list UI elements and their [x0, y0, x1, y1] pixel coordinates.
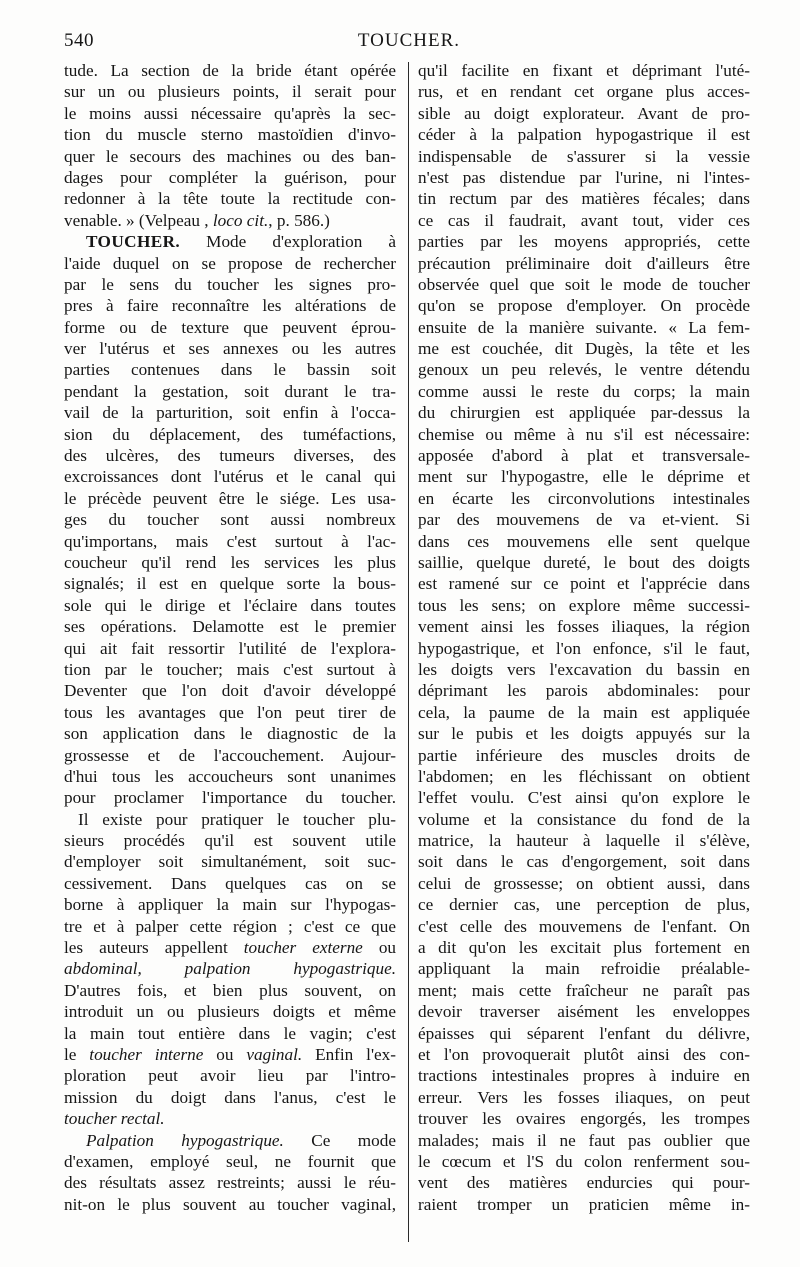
text-line: par le sens du toucher les signes pro- — [64, 274, 396, 294]
column-divider — [408, 62, 409, 1242]
text-line: grossesse et de l'accouchement. Aujour- — [64, 745, 396, 765]
italic-line — [64, 1108, 396, 1129]
text-line: signalés; il est en quelque sorte la bous- — [64, 574, 396, 594]
text-line: l'abdomen; en les fléchissant on obtient — [418, 766, 750, 786]
text-segment: Enfin l'ex- — [302, 1044, 396, 1064]
text-line: pres à faire reconnaître les altérations de — [64, 296, 396, 316]
text-line: rus, et en rendant cet organe plus acces- — [418, 82, 750, 102]
text-line: genoux un peu relevés, le ventre détendu — [418, 360, 750, 380]
term-toucher-interne: toucher interne — [89, 1044, 204, 1064]
subsection-heading-line — [64, 1130, 396, 1151]
citation-page: , p. 586.) — [268, 210, 330, 230]
text-line: trouver les ovaires engorgés, les trompes — [418, 1109, 750, 1129]
text-line: le cœcum et l'S du colon renferment sou- — [418, 1151, 750, 1171]
text-line: c'est celle des mouvemens de l'enfant. On — [418, 916, 750, 936]
text-line: ce dernier cas, une perception de plus, — [418, 895, 750, 915]
text-line: Il existe pour pratiquer le toucher plu- — [78, 809, 396, 829]
text-line: hypogastrique, et l'on enfonce, s'il le faut, — [418, 638, 750, 658]
text-line: la main tout entière dans le vagin; c'est — [64, 1023, 396, 1043]
text-line: en écarte les circonvolutions intestinales — [418, 488, 750, 508]
text-line: ver l'utérus et ses annexes ou les autres — [64, 339, 396, 359]
text-line: sur le pubis et les doigts appuyés sur la — [418, 724, 750, 744]
text-line: ment sur l'hypogastre, elle le déprime et — [418, 467, 750, 487]
text-line: matrice, la hauteur à laquelle il s'élève, — [418, 831, 750, 851]
term-toucher-externe: toucher externe — [243, 938, 363, 958]
text-line: l'effet voulu. C'est ainsi qu'on explore le — [418, 788, 750, 808]
text-line: quer le secours des machines ou des ban- — [64, 146, 396, 166]
text-line: observée quel que soit le mode de toucher — [418, 274, 750, 294]
italic-line — [64, 958, 396, 979]
text-line: comme aussi le reste du corps; la main — [418, 381, 750, 401]
text-line: ensuite de la manière suivante. « La fem- — [418, 317, 750, 337]
right-column — [418, 60, 750, 1215]
text-line: n'est pas distendue par l'urine, ni l'intes- — [418, 167, 750, 187]
text-line: sieurs procédés qu'il est souvent utile — [64, 831, 396, 851]
text-line: ce cas il faudrait, avant tout, vider ces — [418, 210, 750, 230]
text-line: chemise ou même à nu s'il est nécessaire: — [418, 424, 750, 444]
text-line: tin rectum par des matières fécales; dans — [418, 189, 750, 209]
text-line: céder à la palpation hypogastrique il est — [418, 125, 750, 145]
text-line: parties par les moyens appropriés, cette — [418, 232, 750, 252]
text-line: vail de la parturition, soit enfin à l'occa- — [64, 403, 396, 423]
text-line: coucheur qu'il rend les services les plus — [64, 552, 396, 572]
text-line: indispensable de s'assurer si la vessie — [418, 146, 750, 166]
text-line: saillie, quelque dureté, le bout des doigts — [418, 552, 750, 572]
text-line: nit-on le plus souvent au toucher vaginal, — [64, 1194, 396, 1214]
term-toucher-rectal: toucher rectal. — [64, 1109, 165, 1129]
text-line: tion du muscle sterno mastoïdien d'invo- — [64, 125, 396, 145]
text-line: qu'on se propose d'employer. On procède — [418, 296, 750, 316]
text-line: ment; mais cette fraîcheur ne paraît pas — [418, 980, 750, 1000]
entry-heading-line — [64, 231, 396, 252]
text-line: Deventer que l'on doit d'avoir développé — [64, 681, 396, 701]
subsection-title: Palpation hypogastrique. — [86, 1130, 284, 1150]
text-line: raient tromper un praticien même in- — [418, 1194, 750, 1214]
text-line: ges du toucher sont aussi nombreux — [64, 510, 396, 530]
text-line: a dit qu'on les excitait plus fortement en — [418, 938, 750, 958]
text-line: précaution préliminaire doit d'ailleurs être — [418, 253, 750, 273]
text-line: son application dans le diagnostic de la — [64, 724, 396, 744]
text-line: mission du doigt dans l'anus, c'est le — [64, 1087, 396, 1107]
text-line: volume et la consistance du fond de la — [418, 809, 750, 829]
text-line: des ulcères, des tumeurs diverses, des — [64, 446, 396, 466]
citation-line — [64, 210, 396, 231]
running-title: TOUCHER. — [357, 30, 461, 51]
mixed-line — [64, 1044, 396, 1065]
text-line: l'aide duquel on se propose de rechercher — [64, 253, 396, 273]
text-line: d'examen, employé seul, ne fournit que — [64, 1151, 396, 1171]
text-line: qu'il facilite en fixant et déprimant l'uté- — [418, 61, 750, 80]
text-line: déprimant les parois abdominales: pour — [418, 681, 750, 701]
text-line: parties contenues dans le bassin soit — [64, 360, 396, 380]
citation-text: venable. » (Velpeau , — [64, 210, 213, 230]
text-line: par des mouvemens de va et-vient. Si — [418, 510, 750, 530]
text-line: borne à appliquer la main sur l'hypogas- — [64, 895, 396, 915]
text-line: pour proclamer l'importance du toucher. — [64, 788, 396, 808]
text-line: sible au doigt explorateur. Avant de pro- — [418, 103, 750, 123]
text-line: appliquant la main refroidie préalable- — [418, 959, 750, 979]
text-line: tractions intestinales propres à induire en — [418, 1066, 750, 1086]
text-line: me est couchée, dit Dugès, la tête et les — [418, 339, 750, 359]
text-line: le précède peuvent être le siége. Les usa- — [64, 488, 396, 508]
text-line: qu'importans, mais c'est surtout à l'ac- — [64, 531, 396, 551]
left-column — [64, 60, 396, 1215]
text-line: redonner à la tête toute la rectitude con- — [64, 189, 396, 209]
text-line: forme ou de texture que peuvent éprou- — [64, 317, 396, 337]
text-line: tude. La section de la bride étant opérée — [64, 61, 396, 80]
text-line: épaisses qui séparent l'enfant du délivre, — [418, 1023, 750, 1043]
text-segment: les auteurs appellent — [64, 938, 244, 958]
mixed-line — [64, 937, 396, 958]
text-line: d'employer soit simultanément, soit suc- — [64, 852, 396, 872]
text-line: D'autres fois, et bien plus souvent, on — [64, 980, 396, 1000]
text-line: et l'on provoquerait plutôt ainsi des con- — [418, 1044, 750, 1064]
text-line: tion par le toucher; mais c'est surtout à — [64, 659, 396, 679]
text-line: cessivement. Dans quelques cas on se — [64, 873, 396, 893]
text-segment: le — [64, 1044, 90, 1064]
text-line: sole qui le dirige et l'éclaire dans toutes — [64, 595, 396, 615]
text-line: tous les avantages que l'on peut tirer de — [64, 702, 396, 722]
text-line: introduit un ou plusieurs doigts et même — [64, 1002, 396, 1022]
text-line: ses opérations. Delamotte est le premier — [64, 617, 396, 637]
text-line: les doigts vers l'excavation du bassin en — [418, 659, 750, 679]
text-line: tous les sens; on explore même successi- — [418, 595, 750, 615]
citation-italic: loco cit. — [212, 210, 269, 230]
text-line: qui ait fait ressortir l'utilité de l'explora- — [64, 638, 396, 658]
text-line: ploration peut avoir lieu par l'intro- — [64, 1066, 396, 1086]
text-line: dans ces mouvemens elle sent quelque — [418, 531, 750, 551]
text-line: devoir traverser aisément les enveloppes — [418, 1002, 750, 1022]
text-line: du chirurgien est appliquée par-dessus la — [418, 403, 750, 423]
page-number: 540 — [64, 30, 94, 51]
text-line: dages pour compléter la guérison, pour — [64, 167, 396, 187]
text-line: des résultats assez restreints; aussi le réu- — [64, 1173, 396, 1193]
text-line: d'hui tous les accoucheurs sont unanimes — [64, 766, 396, 786]
text-line: partie inférieure des muscles droits de — [418, 745, 750, 765]
text-line: le moins aussi nécessaire qu'après la sec- — [64, 103, 396, 123]
text-segment: ou — [203, 1044, 247, 1064]
text-line: sion du déplacement, des tuméfactions, — [64, 424, 396, 444]
text-line: apposée d'abord à plat et transversale- — [418, 446, 750, 466]
text-line: soit dans le cas d'engorgement, soit dans — [418, 852, 750, 872]
text-line: excroissances dont l'utérus et le canal qui — [64, 467, 396, 487]
text-line: celui de grossesse; on obtient aussi, dans — [418, 873, 750, 893]
term-vaginal: vaginal. — [246, 1044, 303, 1064]
entry-definition-start: Mode d'exploration à — [180, 232, 396, 252]
text-line: est ramené sur ce point et l'apprécie dans — [418, 574, 750, 594]
entry-headword: TOUCHER. — [86, 232, 181, 252]
text-line: tre et à palper cette région ; c'est ce que — [64, 916, 396, 936]
term-palpation-hypogastrique: abdominal, palpation hypogastrique. — [64, 959, 396, 979]
text-segment: ou — [362, 938, 396, 958]
text-line: malades; mais il ne faut pas oublier que — [418, 1130, 750, 1150]
text-line: erreur. Vers les fosses iliaques, on peut — [418, 1087, 750, 1107]
page-header — [64, 30, 754, 60]
text-line: vent des matières endurcies qui pour- — [418, 1173, 750, 1193]
text-line: pendant la gestation, soit durant le tra- — [64, 381, 396, 401]
text-line: vement ainsi les fosses iliaques, la région — [418, 617, 750, 637]
text-line: sur un ou plusieurs points, il serait pour — [64, 82, 396, 102]
text-line: cela, la paume de la main est appliquée — [418, 702, 750, 722]
text-segment: Ce mode — [283, 1130, 396, 1150]
